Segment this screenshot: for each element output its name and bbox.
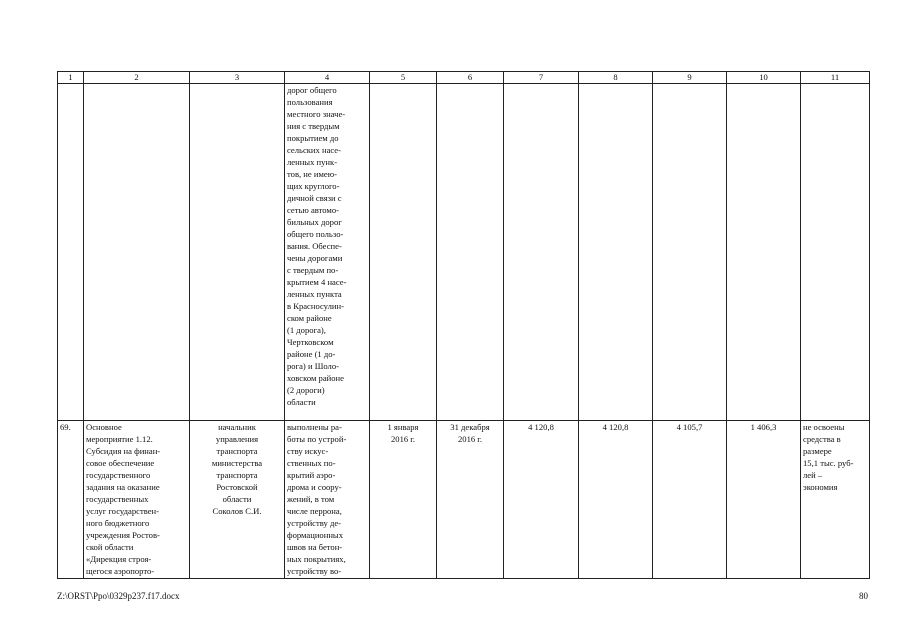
table-row-continuation bbox=[58, 84, 870, 421]
result-description-cell: дорог общего пользования местного значе- ния с твердым покрытием до сельских насе- ленных пунк- тов, не имею- щих круглого- дичной связи с сетью автомо- бильных дорог общего пользо- вания. Обеспе- чены дорогами с твердым по- крытием 4 насе- ленных пункта в Красносулин- ском районе (1 дорога), Чертковском районе (1 до- рога) и Шоло- ховском районе (2 дороги) области bbox=[285, 84, 370, 421]
header-cell-9: 9 bbox=[653, 72, 727, 84]
amount-cell-8: 4 120,8 bbox=[579, 421, 653, 579]
header-cell-2: 2 bbox=[84, 72, 190, 84]
table-cell bbox=[58, 84, 84, 421]
end-date-cell: 31 декабря 2016 г. bbox=[437, 421, 504, 579]
amount-cell-7: 4 120,8 bbox=[504, 421, 579, 579]
table-row-69 bbox=[58, 421, 870, 579]
header-cell-3: 3 bbox=[190, 72, 285, 84]
header-cell-1: 1 bbox=[58, 72, 84, 84]
table-cell bbox=[190, 84, 285, 421]
header-cell-6: 6 bbox=[437, 72, 504, 84]
table-cell bbox=[504, 84, 579, 421]
start-date-cell: 1 января 2016 г. bbox=[370, 421, 437, 579]
header-cell-5: 5 bbox=[370, 72, 437, 84]
table-cell bbox=[801, 84, 870, 421]
amount-cell-9: 4 105,7 bbox=[653, 421, 727, 579]
header-cell-4: 4 bbox=[285, 72, 370, 84]
table-cell bbox=[579, 84, 653, 421]
table-cell bbox=[437, 84, 504, 421]
responsible-cell: начальник управления транспорта министерства транспорта Ростовской области Соколов С.И. bbox=[190, 421, 285, 579]
table-cell bbox=[727, 84, 801, 421]
header-cell-7: 7 bbox=[504, 72, 579, 84]
table-cell bbox=[84, 84, 190, 421]
header-cell-8: 8 bbox=[579, 72, 653, 84]
table-cell bbox=[370, 84, 437, 421]
report-table bbox=[57, 71, 870, 579]
measure-name-cell: Основное мероприятие 1.12. Субсидия на финан- совое обеспечение государственного задания на оказание государственных услуг государствен- ного бюджетного учреждения Ростов- ской области «Дирекция строя- щегося аэропорто- bbox=[84, 421, 190, 579]
result-description-cell: выполнены ра- боты по устрой- ству искус- ственных по- крытий аэро- дрома и соору- жений, в том числе перрона, устройству де- формационных швов на бетон- ных покрытиях, устройству во- bbox=[285, 421, 370, 579]
page-number: 80 bbox=[859, 591, 868, 601]
header-cell-11: 11 bbox=[801, 72, 870, 84]
footer-file-path: Z:\ORST\Ppo\0329p237.f17.docx bbox=[57, 591, 180, 601]
note-cell: не освоены средства в размере 15,1 тыс. руб- лей – экономия bbox=[801, 421, 870, 579]
header-cell-10: 10 bbox=[727, 72, 801, 84]
header-row bbox=[58, 72, 870, 84]
amount-cell-10: 1 406,3 bbox=[727, 421, 801, 579]
row-number-cell: 69. bbox=[58, 421, 84, 579]
table-cell bbox=[653, 84, 727, 421]
